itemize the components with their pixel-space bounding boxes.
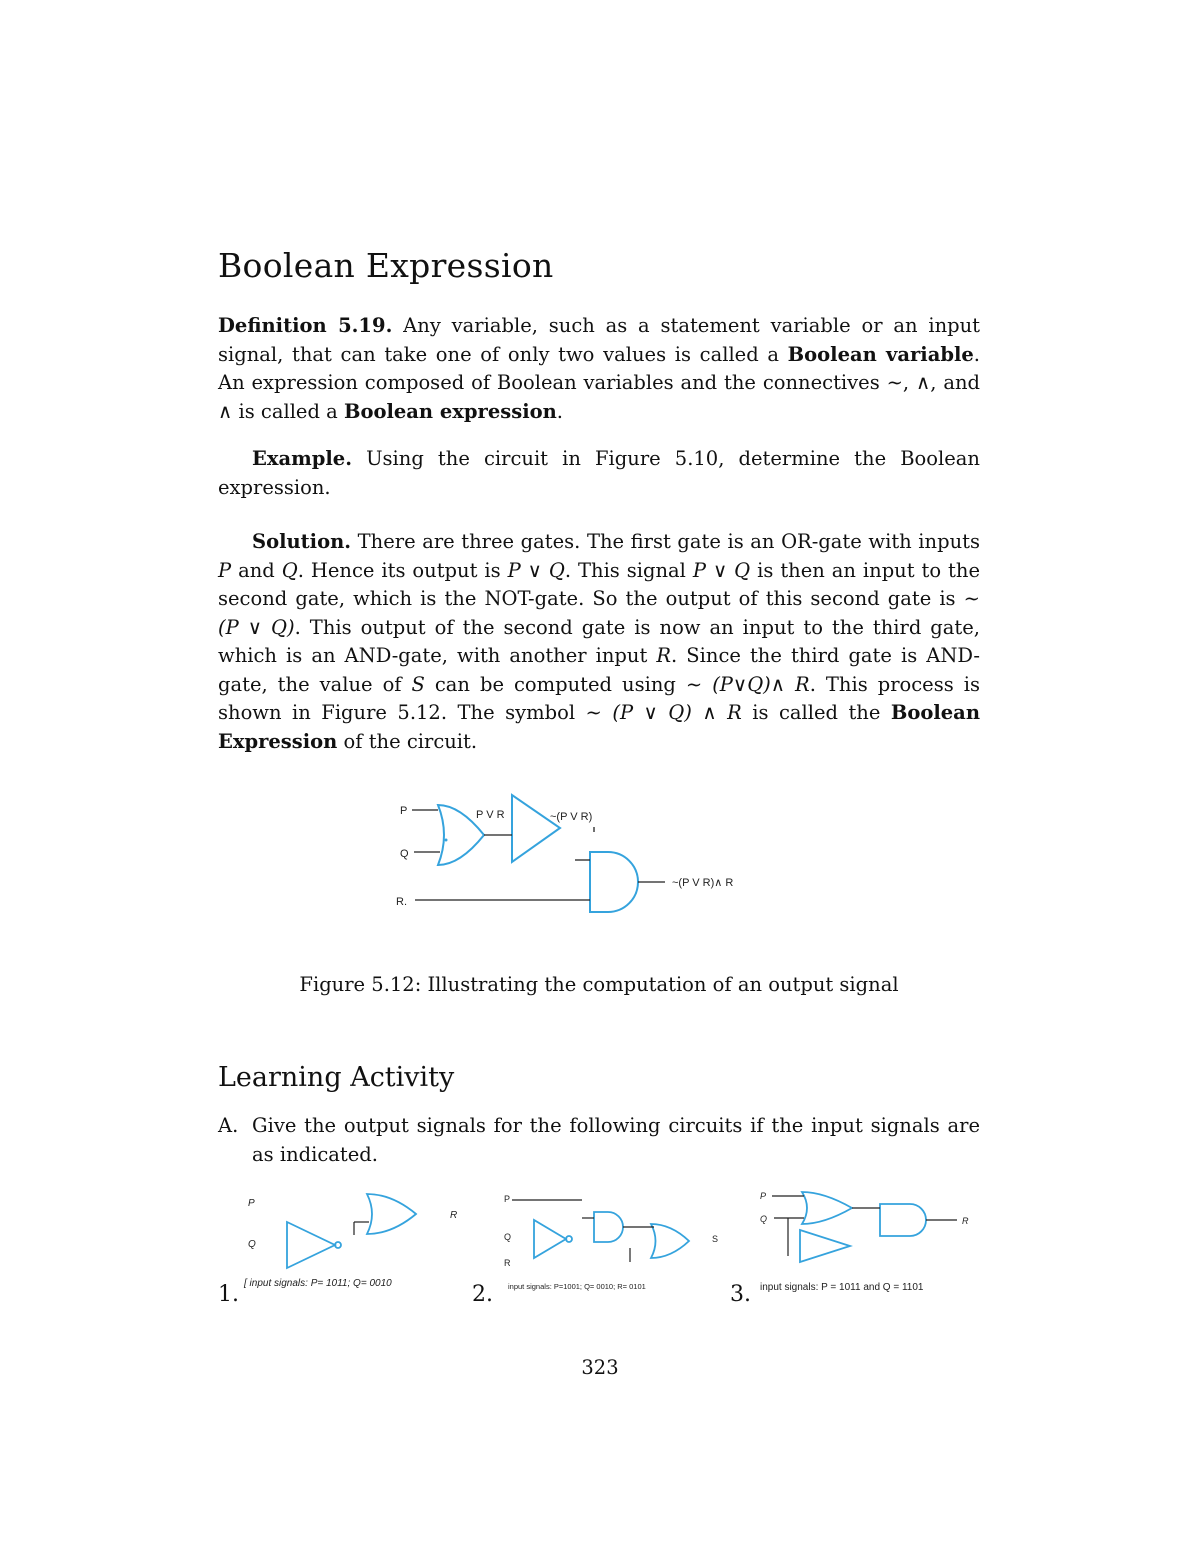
and-gate (880, 1204, 926, 1236)
circuit-1-label-output: R (450, 1210, 458, 1221)
circuit-3-input-signals: input signals: P = 1011 and Q = 1101 (760, 1282, 924, 1293)
definition-paragraph (218, 312, 980, 426)
solution-text: . This output of the second gate is now an input to the third gate, which is an AND-gate, with another input (218, 615, 980, 667)
not-gate (287, 1222, 335, 1268)
term-boolean-variable: Boolean variable (787, 342, 974, 366)
solution-text: can be computed using (424, 672, 686, 696)
math-r: R (656, 644, 672, 667)
circuit-2-label-output: S (712, 1234, 719, 1244)
circuit-2-label-p: P (504, 1194, 511, 1204)
definition-text-1: Any variable, such as a statement variable or an input signal, that can take one of only two values is called a (218, 314, 981, 366)
label-not-output: ~(P V R) (550, 811, 593, 823)
solution-text: and (231, 558, 282, 582)
section-title: Boolean Expression (218, 246, 554, 285)
page-number: 323 (581, 1356, 619, 1379)
learning-activity-heading: Learning Activity (218, 1062, 455, 1093)
circuit-2-number: 2. (472, 1282, 493, 1307)
not-bubble (335, 1242, 341, 1248)
or-gate (367, 1194, 416, 1234)
and-gate (590, 852, 638, 912)
circuit-3 (752, 1186, 982, 1300)
circuit-3-label-q: Q (760, 1214, 768, 1224)
circuit-2 (496, 1190, 736, 1300)
label-p: P (400, 805, 408, 817)
solution-text: . This signal (564, 558, 693, 582)
example-text: Using the circuit in Figure 5.10, determine the Boolean expression. (218, 447, 980, 499)
math-expression: P ∨ Q (692, 558, 751, 582)
solution-paragraph (218, 528, 980, 756)
activity-marker: A. (218, 1114, 239, 1137)
example-paragraph (218, 445, 980, 502)
math-expression: ∼ (P∨Q)∧ R (685, 672, 810, 696)
circuit-3-label-output: R (962, 1216, 969, 1226)
label-or-output: P V R (476, 809, 505, 821)
math-s: S (411, 672, 425, 696)
definition-text-3: . (556, 399, 563, 423)
label-q: Q (400, 848, 409, 860)
circuit-1-input-signals: [ input signals: P= 1011; Q= 0010 (244, 1278, 392, 1289)
circuit-3-number: 3. (730, 1282, 751, 1307)
or-gate (802, 1192, 852, 1224)
circuit-1-number: 1. (218, 1282, 239, 1307)
circuit-1 (232, 1190, 482, 1300)
not-gate (534, 1220, 566, 1258)
solution-text: of the circuit. (337, 729, 478, 753)
activity-instruction (218, 1112, 980, 1169)
circuit-3-label-p: P (760, 1191, 767, 1201)
solution-label: Solution. (252, 530, 352, 553)
solution-text: There are three gates. The first gate is an OR-gate with inputs (351, 530, 980, 553)
math-expression: P ∨ Q (507, 558, 565, 582)
circuit-2-label-q: Q (504, 1232, 512, 1242)
math-p: P (218, 558, 232, 582)
term-boolean-expression-bold: Boolean Expression (218, 701, 980, 753)
circuit-2-input-signals: input signals: P=1001; Q= 0010; R= 0101 (508, 1282, 646, 1291)
definition-label: Definition 5.19. (218, 314, 393, 337)
not-gate (800, 1230, 850, 1262)
solution-text: . Since the third gate is AND-gate, the value of (218, 644, 981, 696)
figure-caption: Figure 5.12: Illustrating the computation of an output signal (299, 973, 899, 996)
activity-text: Give the output signals for the following circuits if the input signals are as indicated. (252, 1114, 980, 1166)
label-final-output: ~(P V R)∧ R (672, 877, 734, 889)
or-gate-dot (445, 839, 448, 842)
and-gate (594, 1212, 623, 1242)
solution-text: . Hence its output is (297, 558, 508, 582)
circuit-2-label-r: R (504, 1258, 511, 1268)
solution-text: is then an input to the second gate, which is the NOT-gate. So the output of this second gate is (218, 558, 980, 610)
solution-text: . This process is shown in Figure 5.12. The symbol (218, 672, 980, 724)
not-gate (512, 795, 560, 862)
term-boolean-expression: Boolean expression (343, 399, 557, 423)
label-r: R. (396, 896, 407, 908)
solution-text: is called the (741, 701, 891, 724)
circuit-figure-5-12 (390, 790, 770, 920)
math-expression: ∼ (P ∨ Q) (218, 587, 980, 639)
circuit-1-label-p: P (248, 1198, 255, 1209)
or-gate (651, 1224, 689, 1258)
circuit-1-label-q: Q (248, 1239, 256, 1250)
math-q: Q (281, 558, 298, 582)
math-expression: ∼ (P ∨ Q) ∧ R (585, 701, 742, 724)
definition-text-2: . An expression composed of Boolean variables and the connectives ∼, ∧, and ∧ is called a (218, 342, 980, 423)
example-label: Example. (252, 447, 352, 470)
